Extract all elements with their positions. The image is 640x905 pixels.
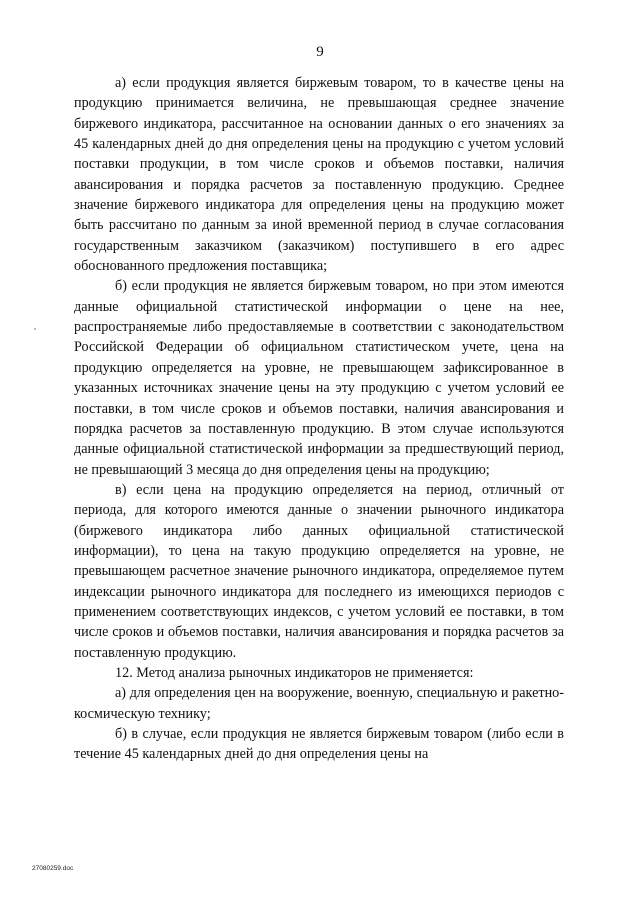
footer-filename: 27080259.doc [32, 865, 74, 872]
paragraph-12b: б) в случае, если продукция не является биржевым товаром (либо если в течение 45 календарных дней до дня определения цены на [74, 726, 564, 763]
scan-margin-mark [34, 328, 36, 330]
paragraph-11b: б) если продукция не является биржевым товаром, но при этом имеются данные официальной статистической информации о цене на нее, распространяемые либо предоставляемые в соответствии с законодательством Российской Федерации об официальном статистическом учете, цена на продукцию определяется на уровне, не превышающем зафиксированное в указанных источниках значение цены на эту продукцию с учетом условий ее поставки, в том числе сроков и объемов поставки, наличия авансирования и порядка расчетов за поставленную продукцию. В этом случае используются данные официальной статистической информации за предшествующий период, не превышающий 3 месяца до дня определения цены на продукцию; [74, 278, 564, 478]
page-number: 9 [316, 44, 324, 60]
paragraph-12a: а) для определения цен на вооружение, военную, специальную и ракетно-космическую технику; [74, 685, 564, 722]
paragraph-11v: в) если цена на продукцию определяется на период, отличный от периода, для которого имеются данные о значении рыночного индикатора (биржевого индикатора либо данных официальной статистической информации), то цена на такую продукцию определяется на уровне, не превышающем расчетное значение рыночного индикатора, определяемое путем индексации рыночного индикатора для последнего из имеющихся периодов с применением соответствующих индексов, с учетом условий ее поставки, в том числе сроков и объемов поставки, наличия авансирования и порядка расчетов за поставленную продукцию. [74, 481, 564, 661]
paragraph-11a: а) если продукция является биржевым товаром, то в качестве цены на продукцию принимается величина, не превышающая среднее значение биржевого индикатора, рассчитанное на основании данных о его значениях за 45 календарных дней до дня определения цены на продукцию с учетом условий поставки продукции, в том числе сроков и объемов поставки, наличия авансирования и порядка расчетов за поставленную продукцию. Среднее значение биржевого индикатора для определения цены на продукцию может быть рассчитано по данным за иной временной период в случае согласования государственным заказчиком (заказчиком) поступившего в его адрес обоснованного предложения поставщика; [74, 75, 564, 275]
document-body [74, 73, 564, 765]
paragraph-12-heading: 12. Метод анализа рыночных индикаторов не применяется: [115, 664, 474, 681]
